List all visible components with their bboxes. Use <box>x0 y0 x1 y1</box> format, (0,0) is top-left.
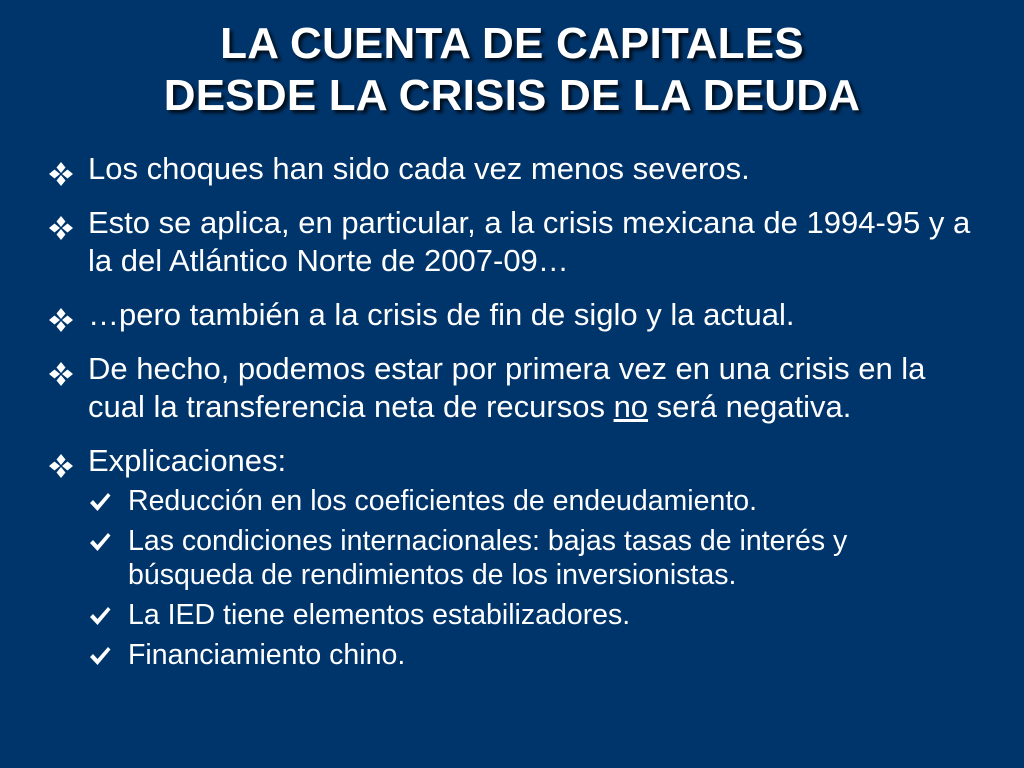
sub-list <box>88 484 978 672</box>
checkmark-icon <box>88 604 112 628</box>
four-diamond-bullet-icon <box>48 361 74 387</box>
bullet-text-part: De hecho, podemos estar por primera vez en una crisis en la cual la transferencia neta de recursos <box>88 351 926 424</box>
sub-item-text: Financiamiento chino. <box>128 639 406 671</box>
checkmark-icon <box>88 644 112 668</box>
bullet-text: Los choques han sido cada vez menos severos. <box>88 151 750 186</box>
underlined-word: no <box>613 389 649 424</box>
bullet-item <box>48 296 978 334</box>
bullet-item <box>48 350 978 426</box>
four-diamond-bullet-icon <box>48 215 74 241</box>
bullet-text-part: será negativa. <box>648 389 852 424</box>
sub-item <box>88 638 978 672</box>
bullet-text: Esto se aplica, en particular, a la crisis mexicana de 1994-95 y a la del Atlántico Norte de 2007-09… <box>88 205 971 278</box>
bullet-list <box>48 150 978 688</box>
sub-item <box>88 484 978 518</box>
four-diamond-bullet-icon <box>48 161 74 187</box>
bullet-item <box>48 442 978 672</box>
bullet-item <box>48 150 978 188</box>
bullet-text: …pero también a la crisis de fin de siglo y la actual. <box>88 297 795 332</box>
sub-item <box>88 524 978 592</box>
checkmark-icon <box>88 530 112 554</box>
sub-item-text: Las condiciones internacionales: bajas tasas de interés y búsqueda de rendimientos de los inversionistas. <box>128 525 848 591</box>
four-diamond-bullet-icon <box>48 453 74 479</box>
four-diamond-bullet-icon <box>48 307 74 333</box>
title-line-1: LA CUENTA DE CAPITALES <box>220 19 804 68</box>
bullet-text <box>88 351 925 424</box>
checkmark-icon <box>88 490 112 514</box>
slide-title <box>0 18 1024 122</box>
sub-item <box>88 598 978 632</box>
bullet-item <box>48 204 978 280</box>
sub-item-text: La IED tiene elementos estabilizadores. <box>128 599 631 631</box>
sub-item-text: Reducción en los coeficientes de endeudamiento. <box>128 485 758 517</box>
title-line-2: DESDE LA CRISIS DE LA DEUDA <box>163 71 861 120</box>
bullet-text: Explicaciones: <box>88 443 287 478</box>
